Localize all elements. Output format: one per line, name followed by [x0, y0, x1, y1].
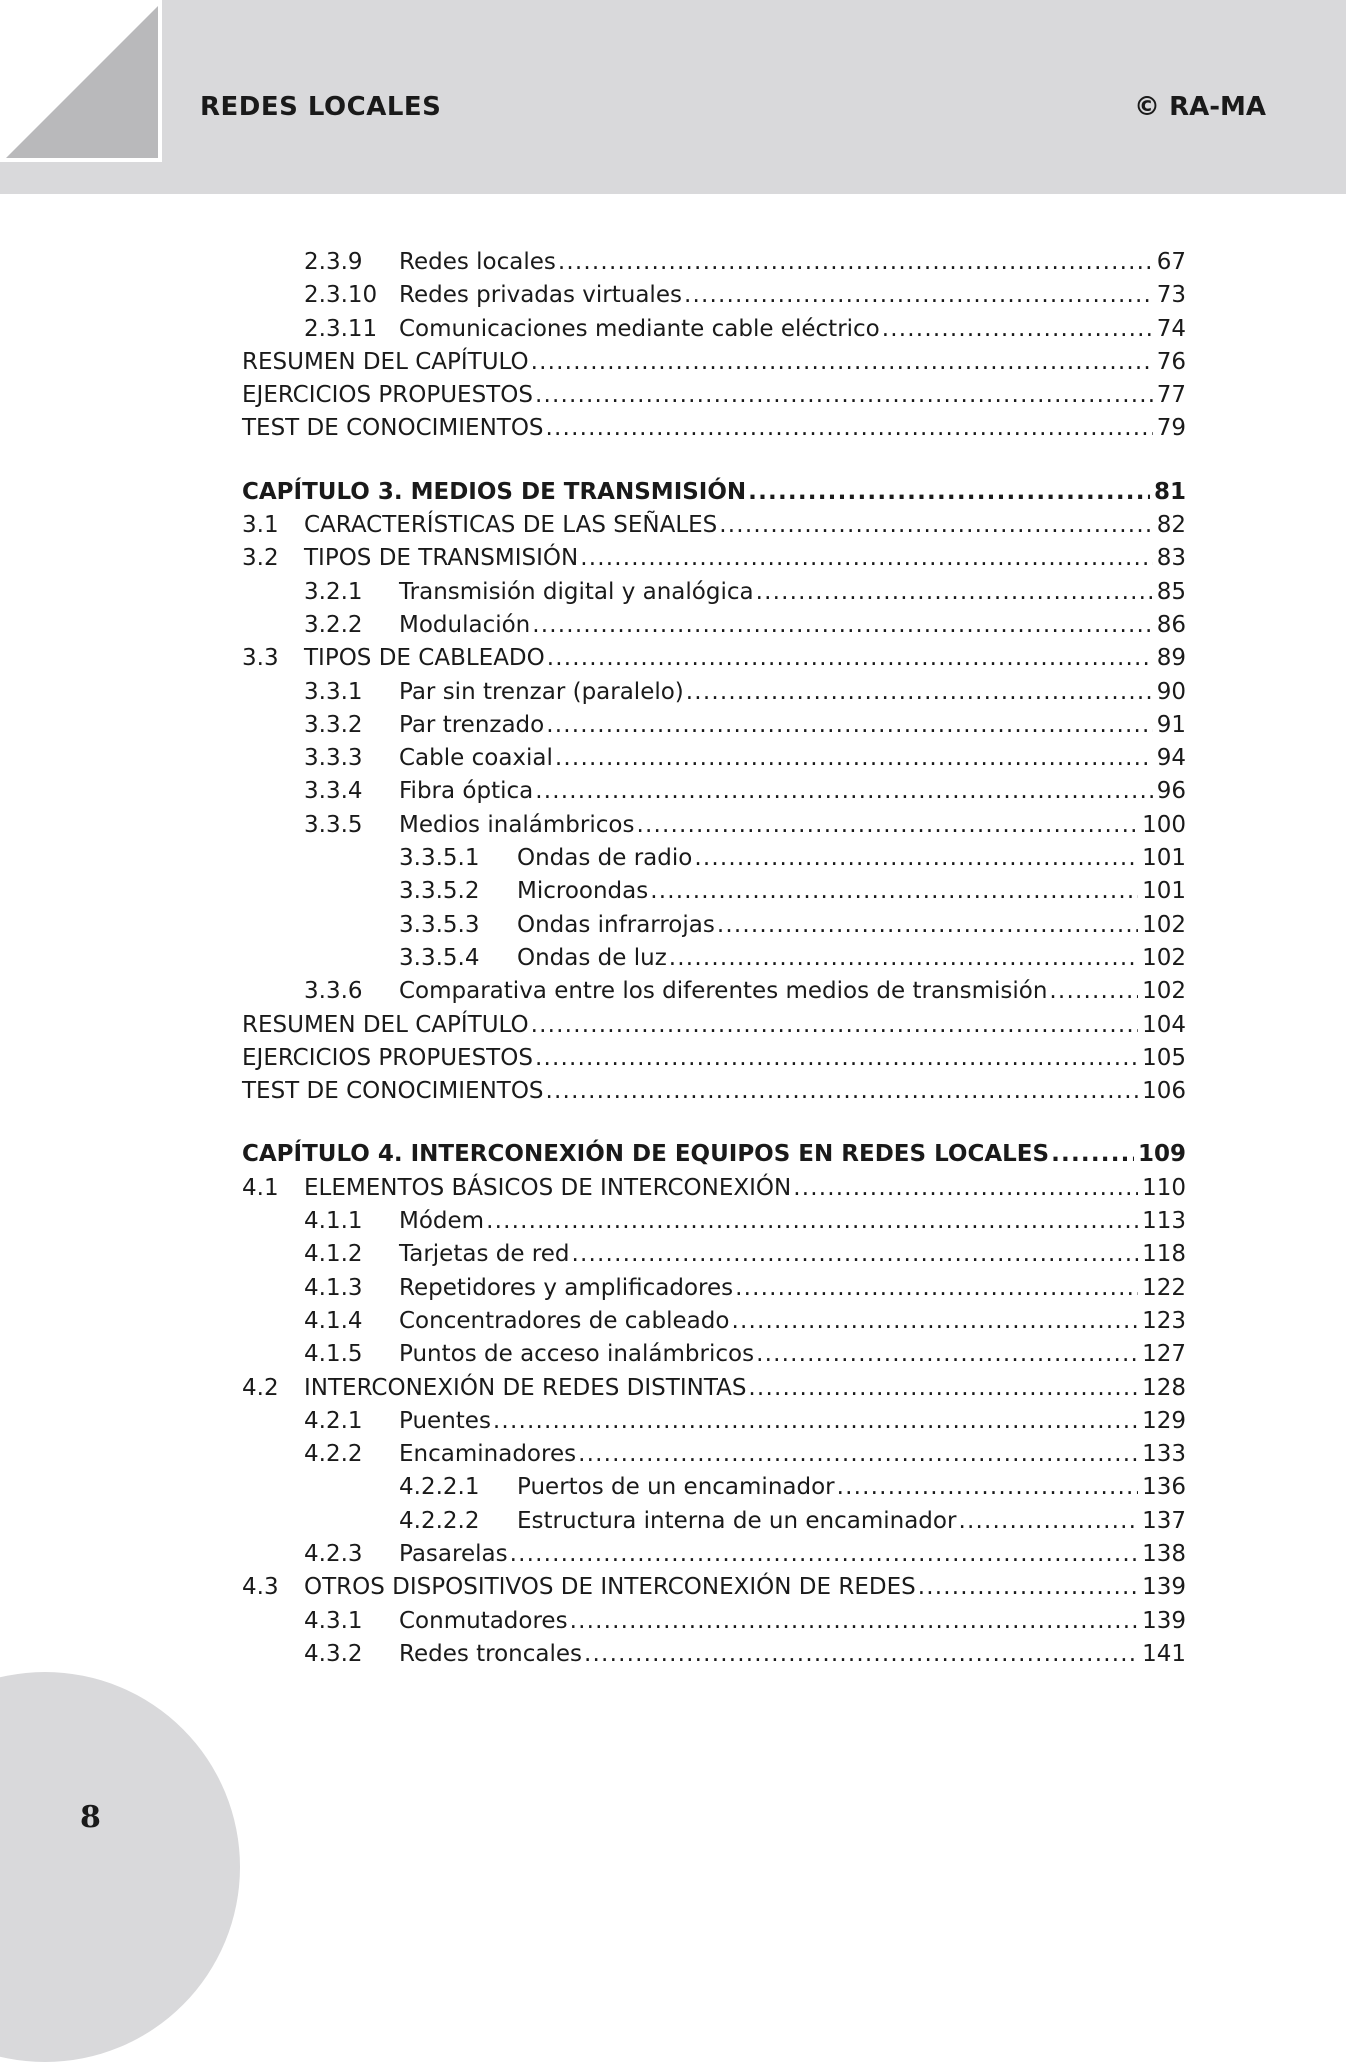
- toc-entry-number: 4.1: [242, 1174, 279, 1201]
- toc-entry-number: 4.3.1: [304, 1607, 363, 1634]
- toc-leader-dots: [918, 1571, 1138, 1604]
- toc-leader-dots: [686, 676, 1153, 709]
- toc-entry: [242, 1338, 1186, 1371]
- toc-entry-page: 127: [1142, 1341, 1186, 1368]
- toc-entry-number: 3.3.2: [304, 711, 363, 738]
- toc-entry-title: Redes troncales: [399, 1640, 583, 1667]
- toc-leader-dots: [694, 842, 1138, 875]
- toc-entry: [242, 1009, 1186, 1042]
- toc-entry: [242, 1571, 1186, 1604]
- toc-entry-title: TEST DE CONOCIMIENTOS: [242, 1078, 544, 1105]
- toc-leader-dots: [547, 642, 1153, 675]
- toc-entry-title: Módem: [399, 1208, 485, 1235]
- toc-entry: [242, 1172, 1186, 1205]
- toc-leader-dots: [748, 476, 1150, 509]
- toc-entry-number: 2.3.10: [304, 282, 378, 309]
- toc-leader-dots: [578, 1438, 1138, 1471]
- toc-entry-number: 4.3.2: [304, 1640, 363, 1667]
- toc-entry: [242, 542, 1186, 575]
- toc-entry: [242, 642, 1186, 675]
- toc-leader-dots: [531, 346, 1153, 379]
- toc-entry-title: Par sin trenzar (paralelo): [399, 678, 684, 705]
- toc-entry-title: RESUMEN DEL CAPÍTULO: [242, 348, 529, 375]
- toc-entry-page: 96: [1156, 778, 1186, 805]
- toc-leader-dots: [837, 1471, 1138, 1504]
- toc-entry: [242, 875, 1186, 908]
- toc-entry-number: 3.3.5.4: [399, 944, 480, 971]
- toc-entry: [242, 975, 1186, 1008]
- toc-entry-title: CAPÍTULO 3. MEDIOS DE TRANSMISIÓN: [242, 478, 747, 505]
- toc-leader-dots: [882, 313, 1153, 346]
- toc-entry: [242, 279, 1186, 312]
- toc-entry-number: 4.2.2.2: [399, 1507, 480, 1534]
- toc-entry: [242, 1438, 1186, 1471]
- toc-entry: [242, 1075, 1186, 1108]
- toc-entry-title: Ondas de radio: [517, 845, 693, 872]
- toc-entry: [242, 1372, 1186, 1405]
- toc-entry-title: RESUMEN DEL CAPÍTULO: [242, 1011, 529, 1038]
- copyright-notice: © RA-MA: [1134, 92, 1266, 122]
- toc-entry-title: INTERCONEXIÓN DE REDES DISTINTAS: [304, 1374, 747, 1401]
- toc-entry-number: 3.3.4: [304, 778, 363, 805]
- toc-leader-dots: [748, 1372, 1138, 1405]
- toc-entry-page: 137: [1142, 1507, 1186, 1534]
- toc-leader-dots: [731, 1305, 1138, 1338]
- toc-entry-page: 77: [1156, 382, 1186, 409]
- toc-entry: [242, 1505, 1186, 1538]
- toc-entry-page: 90: [1156, 678, 1186, 705]
- toc-entry-page: 139: [1142, 1574, 1186, 1601]
- toc-entry-title: Puertos de un encaminador: [517, 1474, 835, 1501]
- toc-leader-dots: [650, 875, 1138, 908]
- toc-entry-page: 74: [1156, 315, 1186, 342]
- toc-entry-page: 118: [1142, 1241, 1186, 1268]
- toc-leader-dots: [756, 1338, 1138, 1371]
- toc-entry: [242, 346, 1186, 379]
- toc-entry-page: 136: [1142, 1474, 1186, 1501]
- page-number: 8: [80, 1800, 101, 1835]
- corner-tab: [0, 0, 162, 162]
- toc-entry-title: OTROS DISPOSITIVOS DE INTERCONEXIÓN DE REDES: [304, 1574, 916, 1601]
- toc-entry-page: 104: [1142, 1011, 1186, 1038]
- toc-entry-number: 3.2.2: [304, 611, 363, 638]
- toc-leader-dots: [546, 709, 1152, 742]
- toc-entry-page: 86: [1156, 611, 1186, 638]
- toc-entry: [242, 1405, 1186, 1438]
- corner-fold-graphic: [6, 6, 158, 158]
- toc-entry-title: Encaminadores: [399, 1441, 577, 1468]
- toc-entry-number: 3.3: [242, 645, 279, 672]
- toc-entry-number: 4.2: [242, 1374, 279, 1401]
- toc-chapter-heading: [242, 476, 1186, 509]
- toc-leader-dots: [570, 1605, 1139, 1638]
- toc-entry-number: 2.3.11: [304, 315, 378, 342]
- toc-entry-title: Ondas de luz: [517, 944, 667, 971]
- toc-entry-page: 94: [1156, 745, 1186, 772]
- toc-entry-page: 85: [1156, 578, 1186, 605]
- toc-leader-dots: [493, 1405, 1138, 1438]
- toc-entry-number: 4.2.1: [304, 1407, 363, 1434]
- toc-entry-number: 4.3: [242, 1574, 279, 1601]
- toc-entry-number: 3.2.1: [304, 578, 363, 605]
- toc-entry: [242, 1042, 1186, 1075]
- toc-entry-number: 3.2: [242, 545, 279, 572]
- toc-entry: [242, 909, 1186, 942]
- toc-entry-number: 3.3.5.2: [399, 878, 480, 905]
- toc-entry-title: EJERCICIOS PROPUESTOS: [242, 1044, 533, 1071]
- toc-entry-page: 139: [1142, 1607, 1186, 1634]
- toc-entry-number: 3.3.5.3: [399, 911, 480, 938]
- toc-entry-title: TIPOS DE CABLEADO: [304, 645, 545, 672]
- toc-entry-number: 3.3.1: [304, 678, 363, 705]
- toc-entry-title: Modulación: [399, 611, 531, 638]
- toc-entry-page: 122: [1142, 1274, 1186, 1301]
- toc-entry-number: 3.3.5: [304, 811, 363, 838]
- toc-entry-title: Redes privadas virtuales: [399, 282, 682, 309]
- toc-entry-title: Puentes: [399, 1407, 491, 1434]
- toc-entry-number: 4.1.3: [304, 1274, 363, 1301]
- toc-entry-title: Pasarelas: [399, 1540, 508, 1567]
- toc-entry: [242, 809, 1186, 842]
- toc-entry-page: 113: [1142, 1208, 1186, 1235]
- toc-entry-page: 105: [1142, 1044, 1186, 1071]
- toc-entry-page: 76: [1156, 348, 1186, 375]
- toc-entry-title: Par trenzado: [399, 711, 545, 738]
- toc-entry: [242, 842, 1186, 875]
- toc-entry: [242, 313, 1186, 346]
- table-of-contents: [242, 246, 1186, 1671]
- toc-leader-dots: [546, 1075, 1139, 1108]
- toc-entry-title: Tarjetas de red: [399, 1241, 570, 1268]
- toc-entry-title: Redes locales: [399, 249, 556, 275]
- toc-entry-page: 128: [1142, 1374, 1186, 1401]
- toc-leader-dots: [1049, 975, 1138, 1008]
- toc-entry-title: Comunicaciones mediante cable eléctrico: [399, 315, 880, 342]
- running-title: REDES LOCALES: [200, 92, 442, 122]
- toc-chapter-heading: [242, 1138, 1186, 1171]
- toc-entry-title: Microondas: [517, 878, 649, 905]
- toc-leader-dots: [756, 576, 1153, 609]
- toc-leader-dots: [558, 246, 1153, 279]
- toc-leader-dots: [546, 412, 1153, 445]
- toc-entry-page: 101: [1142, 878, 1186, 905]
- toc-entry-title: EJERCICIOS PROPUESTOS: [242, 382, 533, 409]
- toc-entry: [242, 412, 1186, 445]
- toc-entry: [242, 1272, 1186, 1305]
- toc-entry: [242, 1538, 1186, 1571]
- toc-entry-title: Conmutadores: [399, 1607, 568, 1634]
- toc-entry-title: TIPOS DE TRANSMISIÓN: [304, 545, 579, 572]
- toc-entry-page: 102: [1142, 911, 1186, 938]
- toc-entry-title: Cable coaxial: [399, 745, 553, 772]
- toc-entry-title: CARACTERÍSTICAS DE LAS SEÑALES: [304, 512, 718, 539]
- toc-entry: [242, 1205, 1186, 1238]
- toc-entry-title: Repetidores y amplificadores: [399, 1274, 734, 1301]
- toc-entry: [242, 509, 1186, 542]
- toc-entry-page: 100: [1142, 811, 1186, 838]
- toc-leader-dots: [535, 379, 1153, 412]
- toc-entry-number: 3.1: [242, 512, 279, 539]
- toc-entry-page: 89: [1156, 645, 1186, 672]
- toc-entry-title: Concentradores de cableado: [399, 1307, 730, 1334]
- toc-entry-title: ELEMENTOS BÁSICOS DE INTERCONEXIÓN: [304, 1174, 792, 1201]
- toc-entry-title: Puntos de acceso inalámbricos: [399, 1341, 755, 1368]
- toc-leader-dots: [531, 1009, 1138, 1042]
- toc-entry-number: 4.1.4: [304, 1307, 363, 1334]
- toc-entry-page: 102: [1142, 944, 1186, 971]
- toc-entry-title: Comparativa entre los diferentes medios de transmisión: [399, 978, 1048, 1005]
- toc-entry: [242, 1471, 1186, 1504]
- toc-entry: [242, 1605, 1186, 1638]
- toc-entry-title: Fibra óptica: [399, 778, 534, 805]
- toc-entry-title: Ondas infrarrojas: [517, 911, 715, 938]
- toc-entry-page: 81: [1153, 478, 1186, 505]
- toc-leader-dots: [735, 1272, 1138, 1305]
- toc-entry-page: 82: [1156, 512, 1186, 539]
- toc-leader-dots: [636, 809, 1138, 842]
- toc-entry-number: 3.3.6: [304, 978, 363, 1005]
- toc-entry-number: 3.3.3: [304, 745, 363, 772]
- toc-entry-number: 4.1.2: [304, 1241, 363, 1268]
- toc-leader-dots: [717, 909, 1138, 942]
- toc-entry-page: 110: [1142, 1174, 1186, 1201]
- toc-entry-page: 141: [1142, 1640, 1186, 1667]
- toc-entry-title: TEST DE CONOCIMIENTOS: [242, 415, 544, 442]
- toc-entry-page: 138: [1142, 1540, 1186, 1567]
- toc-leader-dots: [958, 1505, 1138, 1538]
- toc-leader-dots: [535, 1042, 1138, 1075]
- toc-entry-page: 133: [1142, 1441, 1186, 1468]
- toc-leader-dots: [1051, 1138, 1134, 1171]
- toc-entry: [242, 742, 1186, 775]
- toc-leader-dots: [580, 542, 1152, 575]
- toc-entry-title: Medios inalámbricos: [399, 811, 635, 838]
- toc-leader-dots: [572, 1238, 1139, 1271]
- toc-entry: [242, 676, 1186, 709]
- toc-leader-dots: [555, 742, 1153, 775]
- toc-entry-title: Estructura interna de un encaminador: [517, 1507, 957, 1534]
- toc-entry: [242, 379, 1186, 412]
- toc-entry-page: 91: [1156, 711, 1186, 738]
- toc-entry: [242, 576, 1186, 609]
- toc-entry-page: 102: [1142, 978, 1186, 1005]
- toc-entry-page: 109: [1137, 1141, 1186, 1168]
- toc-leader-dots: [486, 1205, 1138, 1238]
- toc-entry-number: 4.1.5: [304, 1341, 363, 1368]
- toc-entry: [242, 709, 1186, 742]
- toc-entry-page: 73: [1156, 282, 1186, 309]
- toc-leader-dots: [535, 775, 1152, 808]
- toc-entry-number: 4.2.3: [304, 1540, 363, 1567]
- toc-leader-dots: [669, 942, 1138, 975]
- toc-entry-page: 106: [1142, 1078, 1186, 1105]
- toc-leader-dots: [793, 1172, 1138, 1205]
- page-number-circle: [0, 1672, 240, 2062]
- toc-entry-title: CAPÍTULO 4. INTERCONEXIÓN DE EQUIPOS EN REDES LOCALES: [242, 1141, 1050, 1168]
- toc-entry-number: 4.2.2.1: [399, 1474, 480, 1501]
- toc-entry-page: 79: [1156, 415, 1186, 442]
- toc-entry-page: 67: [1156, 249, 1186, 275]
- toc-entry-page: 83: [1156, 545, 1186, 572]
- toc-leader-dots: [584, 1638, 1138, 1671]
- toc-entry-page: 101: [1142, 845, 1186, 872]
- toc-entry-number: 4.2.2: [304, 1441, 363, 1468]
- toc-leader-dots: [719, 509, 1152, 542]
- toc-entry: [242, 1238, 1186, 1271]
- toc-leader-dots: [510, 1538, 1139, 1571]
- toc-leader-dots: [532, 609, 1152, 642]
- toc-entry-title: Transmisión digital y analógica: [399, 578, 754, 605]
- toc-entry: [242, 1305, 1186, 1338]
- toc-entry: [242, 1638, 1186, 1671]
- toc-entry: [242, 942, 1186, 975]
- toc-entry-number: 2.3.9: [304, 249, 363, 275]
- toc-entry-number: 4.1.1: [304, 1208, 363, 1235]
- toc-entry: [242, 246, 1186, 279]
- toc-leader-dots: [684, 279, 1153, 312]
- toc-entry: [242, 775, 1186, 808]
- toc-entry: [242, 609, 1186, 642]
- toc-entry-page: 123: [1142, 1307, 1186, 1334]
- toc-entry-page: 129: [1142, 1407, 1186, 1434]
- toc-entry-number: 3.3.5.1: [399, 845, 480, 872]
